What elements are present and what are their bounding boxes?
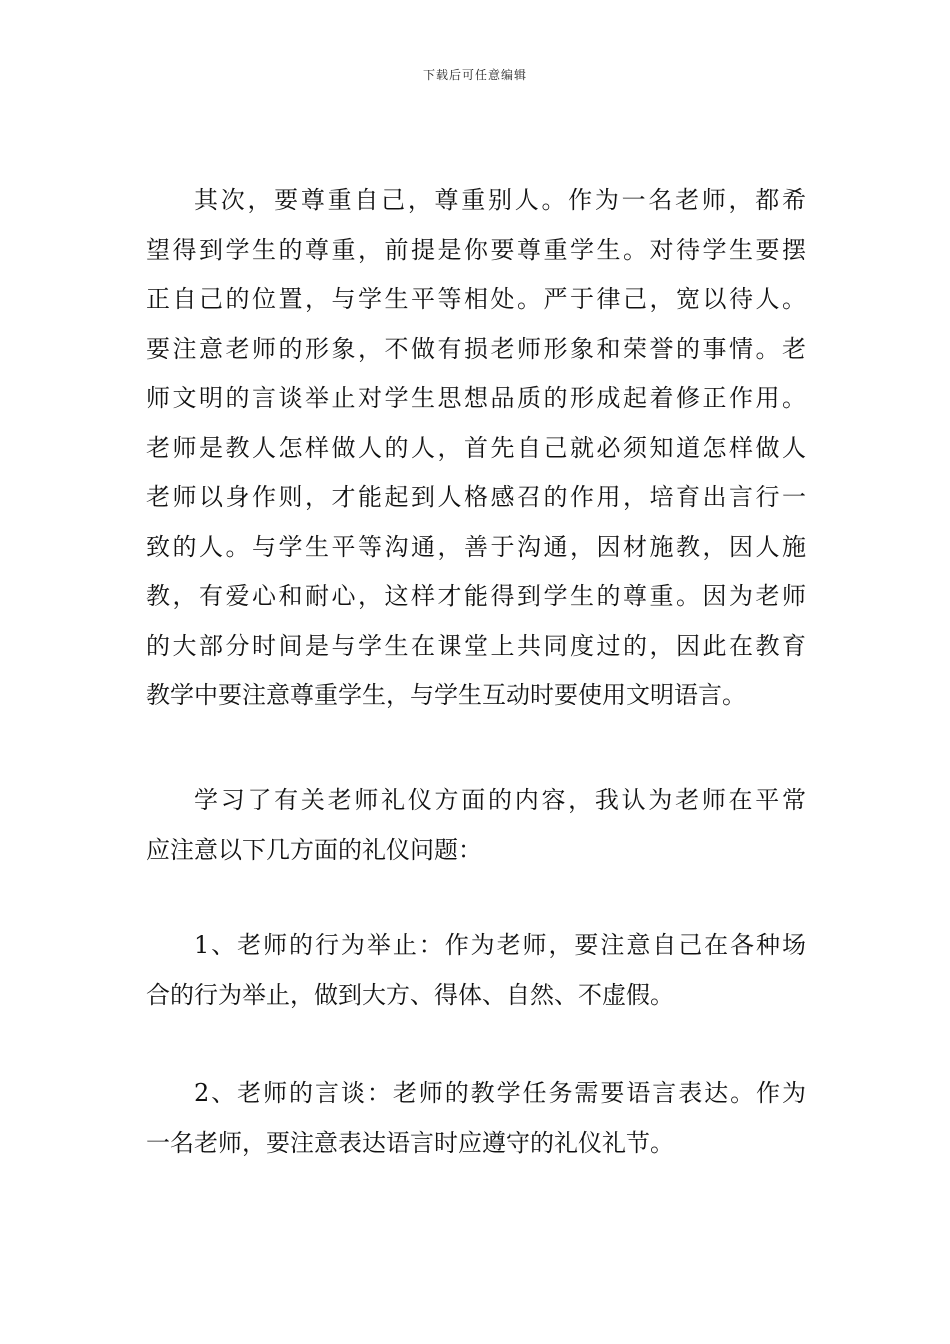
paragraph-line: 其次，要尊重自己，尊重别人。作为一名老师，都希: [194, 186, 806, 214]
header-note: 下载后可任意编辑: [422, 68, 527, 82]
paragraph-line: 2、老师的言谈：老师的教学任务需要语言表达。作为: [194, 1079, 806, 1107]
paragraph-respect: [146, 176, 806, 721]
paragraph-item-behavior: [146, 921, 806, 1020]
paragraph-line: 正自己的位置，与学生平等相处。严于律己，宽以待人。: [146, 285, 806, 313]
paragraph-line: 望得到学生的尊重，前提是你要尊重学生。对待学生要摆: [146, 235, 806, 264]
paragraph-item-speech: [146, 1069, 806, 1168]
paragraph-line: 致的人。与学生平等沟通，善于沟通，因材施教，因人施: [146, 532, 806, 561]
paragraph-etiquette-intro: [146, 776, 806, 875]
paragraph-line: 学习了有关老师礼仪方面的内容，我认为老师在平常: [194, 786, 806, 814]
paragraph-line: 的大部分时间是与学生在课堂上共同度过的，因此在教育: [146, 631, 806, 660]
paragraph-line: 教学中要注意尊重学生，与学生互动时要使用文明语言。: [146, 681, 746, 709]
paragraph-line: 教，有爱心和耐心，这样才能得到学生的尊重。因为老师: [146, 582, 806, 610]
paragraph-line: 合的行为举止，做到大方、得体、自然、不虚假。: [146, 980, 674, 1009]
paragraph-line: 1、老师的行为举止：作为老师，要注意自己在各种场: [194, 931, 806, 959]
paragraph-line: 师文明的言谈举止对学生思想品质的形成起着修正作用。: [146, 384, 806, 412]
paragraph-line: 一名老师，要注意表达语言时应遵守的礼仪礼节。: [146, 1128, 674, 1157]
paragraph-line: 老师是教人怎样做人的人，首先自己就必须知道怎样做人: [146, 433, 806, 462]
paragraph-line: 应注意以下几方面的礼仪问题：: [146, 835, 482, 864]
paragraph-line: 要注意老师的形象，不做有损老师形象和荣誉的事情。老: [146, 334, 806, 363]
paragraph-line: 老师以身作则，才能起到人格感召的作用，培育出言行一: [146, 483, 806, 511]
